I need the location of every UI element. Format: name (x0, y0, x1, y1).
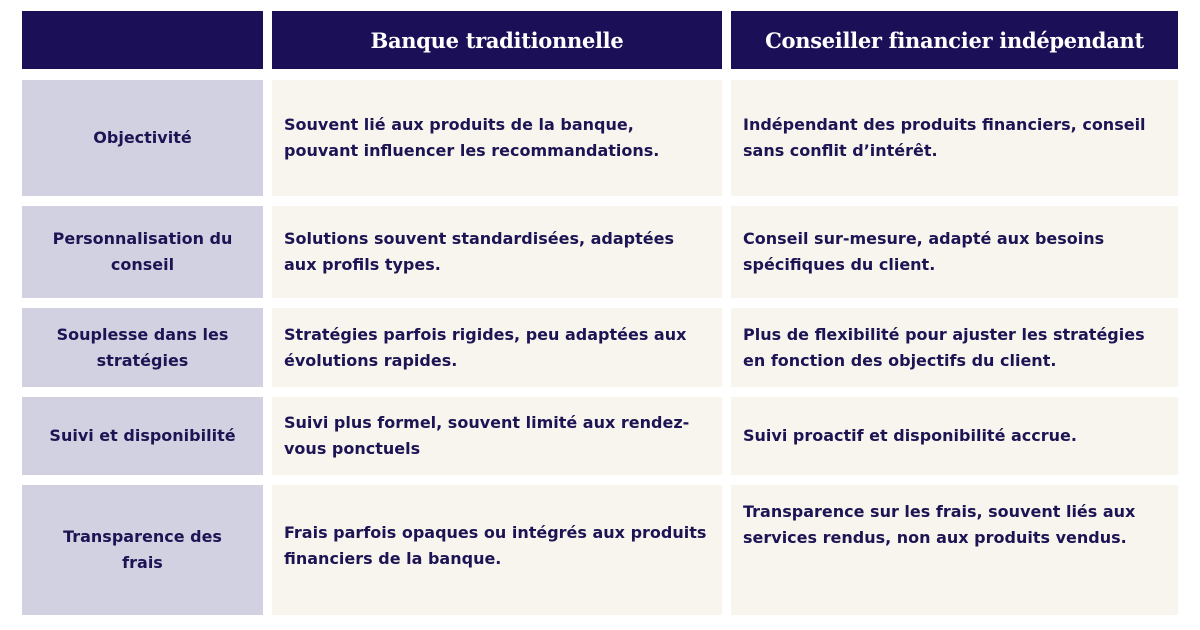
bank-cell-transparence-text: Frais parfois opaques ou intégrés aux produits financiers de la banque. (284, 523, 707, 568)
row-label-personnalisation: Personnalisation du conseil (22, 206, 263, 298)
row-label-suivi: Suivi et disponibilité (22, 397, 263, 475)
row-label-souplesse: Souplesse dans les stratégies (22, 308, 263, 387)
advisor-cell-souplesse: Plus de flexibilité pour ajuster les stratégies en fonction des objectifs du client. (731, 308, 1178, 387)
row-label-transparence: Transparence des frais (22, 485, 263, 615)
advisor-cell-transparence: Transparence sur les frais, souvent liés aux services rendus, non aux produits vendus. (731, 485, 1178, 615)
header-advisor: Conseiller financier indépendant (731, 11, 1178, 69)
bank-cell-objectivite: Souvent lié aux produits de la banque, pouvant influencer les recommandations. (272, 80, 722, 196)
bank-cell-suivi: Suivi plus formel, souvent limité aux rendez-vous ponctuels (272, 397, 722, 475)
header-corner (22, 11, 263, 69)
bank-cell-transparence (272, 485, 722, 615)
bank-cell-personnalisation: Solutions souvent standardisées, adaptées aux profils types. (272, 206, 722, 298)
advisor-cell-objectivite: Indépendant des produits financiers, conseil sans conflit d’intérêt. (731, 80, 1178, 196)
header-bank: Banque traditionnelle (272, 11, 722, 69)
row-label-objectivite: Objectivité (22, 80, 263, 196)
advisor-cell-personnalisation: Conseil sur-mesure, adapté aux besoins spécifiques du client. (731, 206, 1178, 298)
advisor-cell-suivi: Suivi proactif et disponibilité accrue. (731, 397, 1178, 475)
bank-cell-souplesse: Stratégies parfois rigides, peu adaptées aux évolutions rapides. (272, 308, 722, 387)
